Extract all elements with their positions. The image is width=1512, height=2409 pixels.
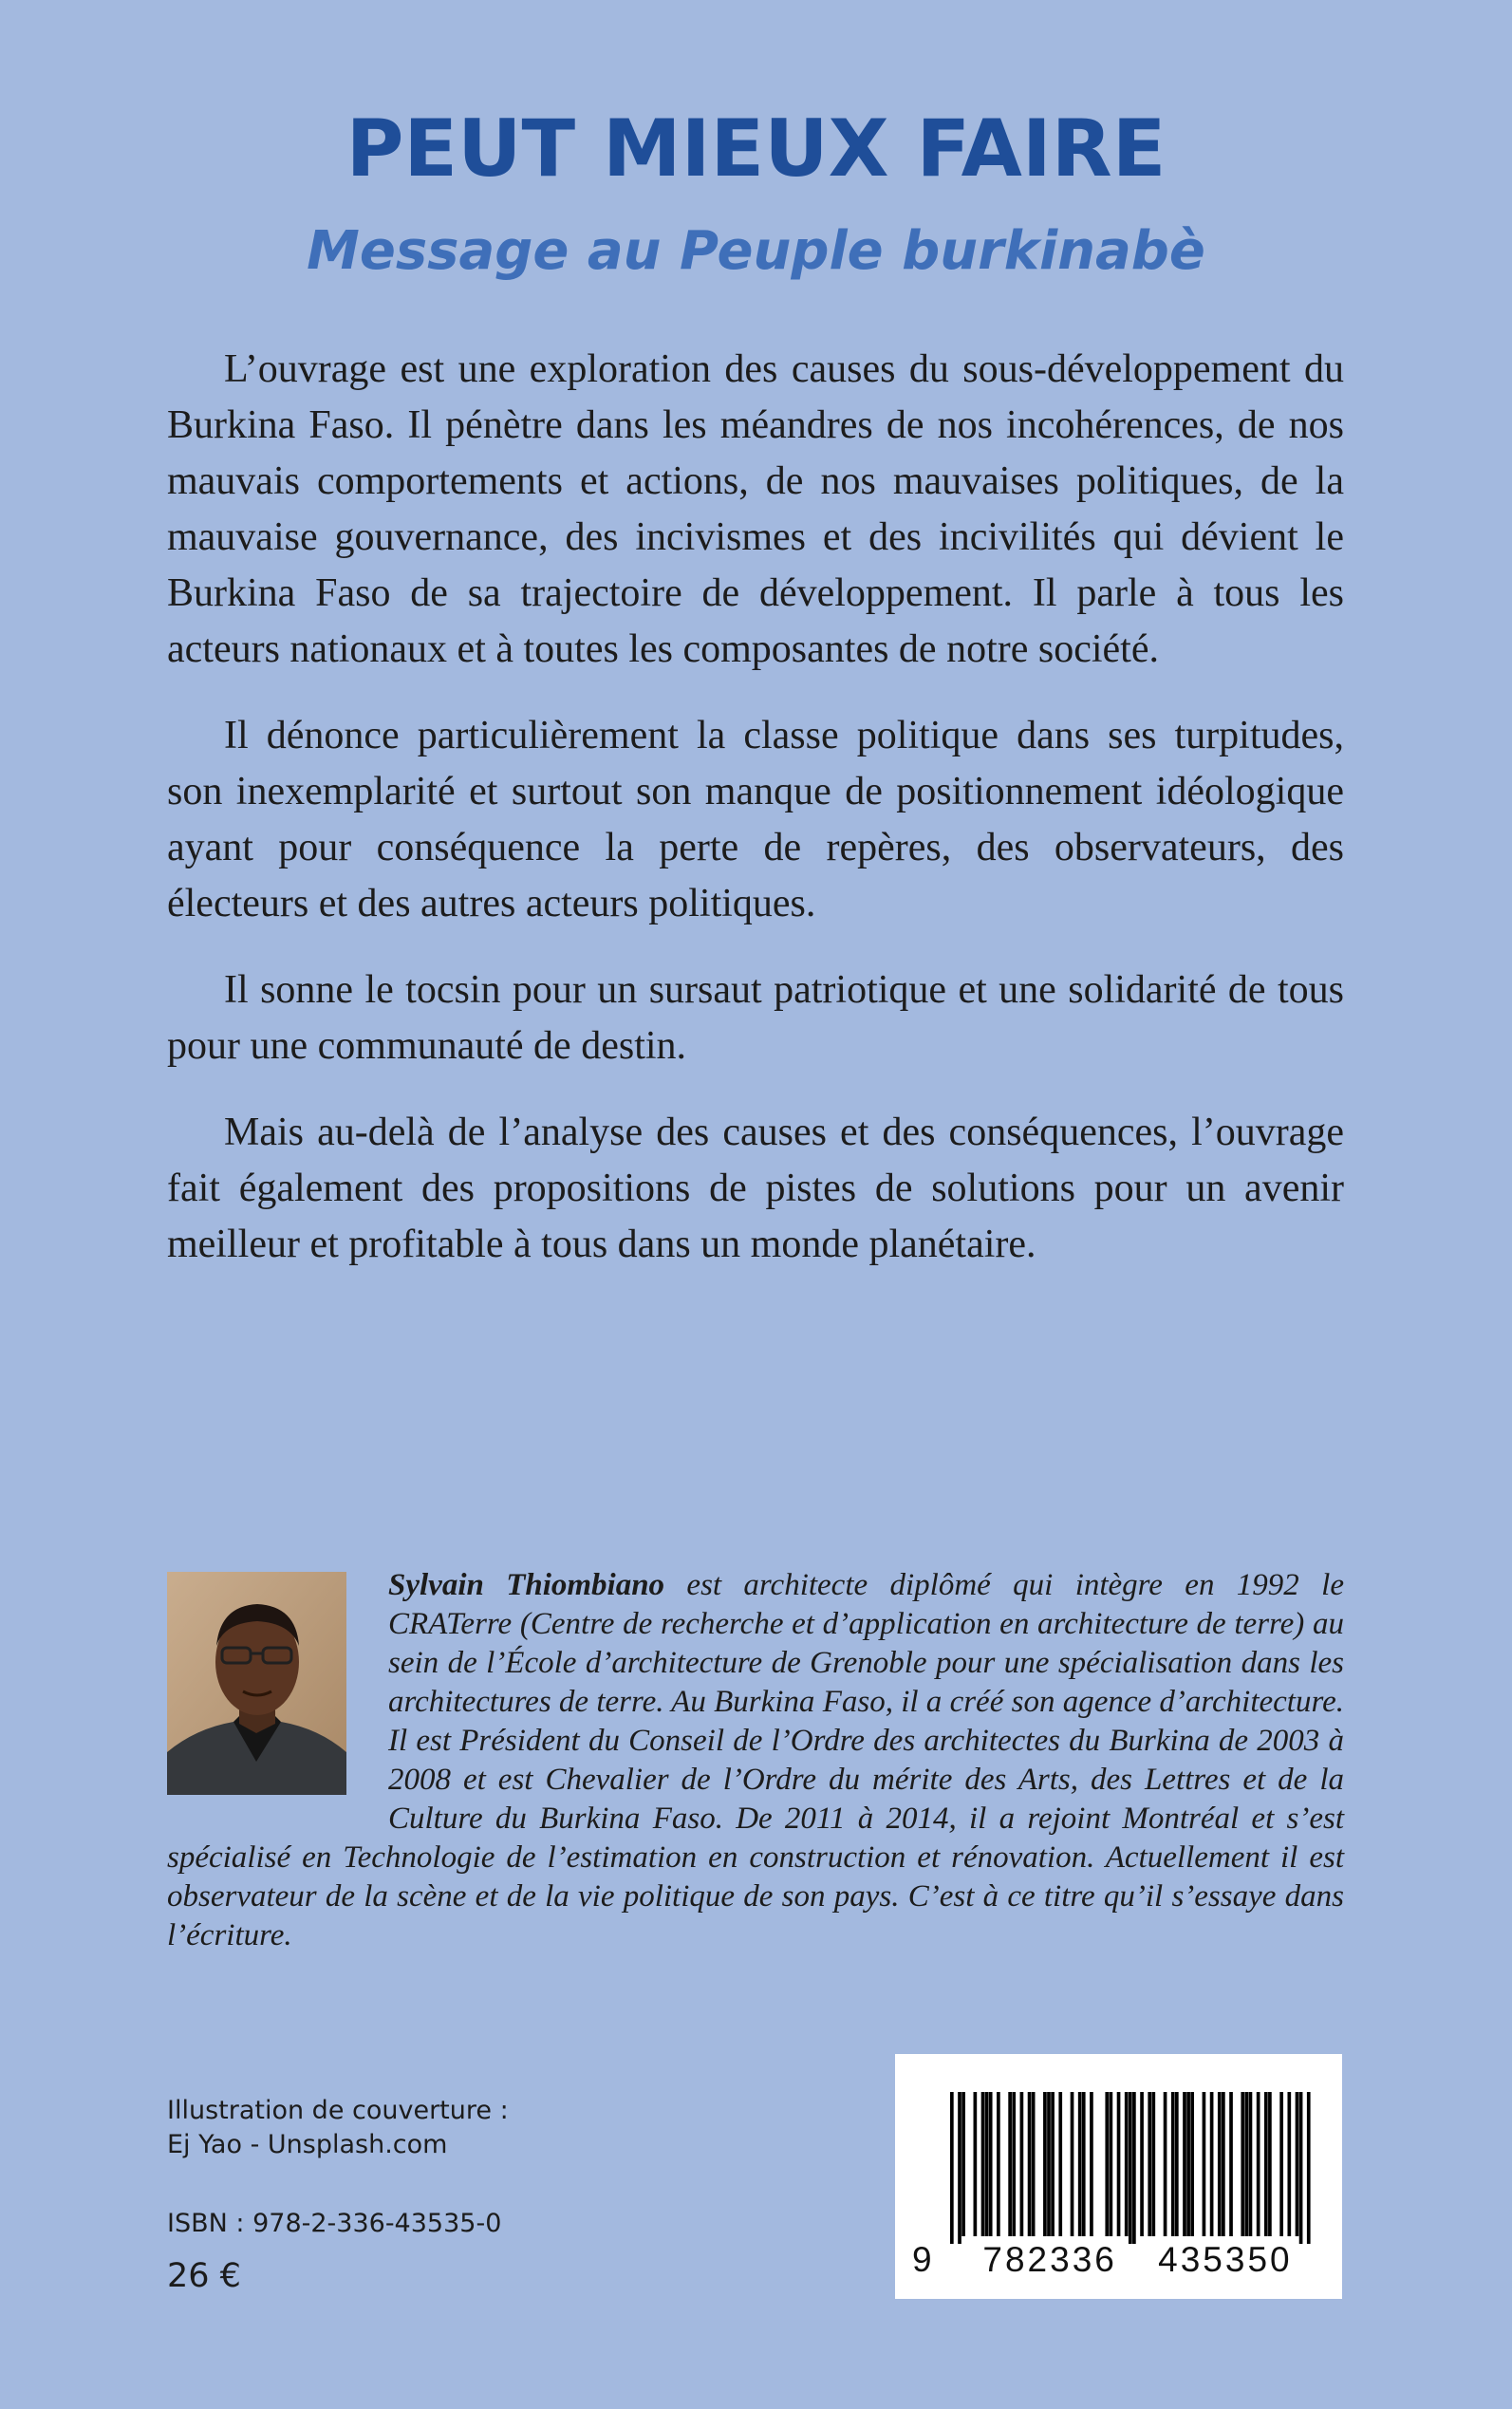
barcode-bar <box>1043 2092 1047 2236</box>
barcode-bar <box>1082 2092 1086 2236</box>
barcode-bar <box>1186 2092 1190 2236</box>
barcode-bar <box>1190 2092 1194 2236</box>
barcode-bar <box>1249 2092 1253 2236</box>
price: 26 € <box>167 2257 241 2295</box>
barcode-bar <box>1148 2092 1151 2236</box>
summary-paragraph: Il dénonce particulièrement la classe politique dans ses turpitudes, son inexemplarité et surtout son manque de positionnement idéologique ayant pour conséquence la perte de repères, des observateurs, des électeurs et des autres acteurs politiques. <box>167 714 1344 925</box>
cover-credits <box>167 2094 509 2162</box>
barcode-bar <box>1296 2092 1299 2236</box>
barcode-bar <box>1140 2092 1144 2236</box>
barcode-bar <box>1175 2092 1179 2236</box>
barcode <box>895 2054 1342 2299</box>
author-bio-text: est architecte diplômé qui intègre en 1992 le CRATerre (Centre de recherche et d’application en architecture de terre) au sein de l’École d’architecture de Grenoble pour une spécialisation dans les architectures de terre. Au Burkina Faso, il a créé son agence d’architecture. Il est Président du Conseil de l’Ordre des architectes du Burkina de 2003 à 2008 et est Chevalier de l’Ordre du mérite des Arts, des Lettres et de la Culture du Burkina Faso. De 2011 à 2014, il a rejoint Montréal et s’est spécialisé en Technologie de l’estimation en construction et rénovation. Actuellement il est observateur de la scène et de la vie politique de son pays. C’est à ce titre qu’il s’essaye dans l’écriture. <box>167 1568 1344 1952</box>
barcode-bar <box>1132 2092 1136 2244</box>
summary-paragraph: Il sonne le tocsin pour un sursaut patriotique et une solidarité de tous pour une communauté de destin. <box>167 968 1344 1068</box>
barcode-bar <box>1125 2092 1129 2236</box>
barcode-bar <box>950 2092 954 2244</box>
barcode-bar <box>985 2092 989 2236</box>
barcode-bar <box>1264 2092 1268 2236</box>
barcode-bar <box>1164 2092 1167 2236</box>
barcode-bar <box>1218 2092 1222 2236</box>
barcode-bar <box>989 2092 993 2236</box>
illustration-label: Illustration de couverture : <box>167 2096 509 2125</box>
book-subtitle: Message au Peuple burkinabè <box>307 220 1205 282</box>
barcode-bar <box>1051 2092 1055 2236</box>
barcode-right-group: 435350 <box>1158 2240 1293 2279</box>
barcode-bar <box>1071 2092 1074 2236</box>
barcode-bar <box>1222 2092 1225 2236</box>
barcode-bar <box>1129 2092 1132 2244</box>
barcode-bar <box>1090 2092 1093 2236</box>
illustration-source: Ej Yao - Unsplash.com <box>167 2130 448 2159</box>
summary-paragraph: L’ouvrage est une exploration des causes du sous-développement du Burkina Faso. Il pénètre dans les méandres de nos incohérences, de nos mauvais comportements et actions, de nos mauvaises politiques, de la mauvaise gouvernance, des incivismes et des incivilités qui dévient le Burkina Faso de sa trajectoire de développement. Il parle à tous les acteurs nationaux et à toutes les composantes de notre société. <box>167 347 1344 671</box>
barcode-bar <box>1020 2092 1024 2236</box>
barcode-bar <box>1279 2092 1283 2236</box>
barcode-first-digit: 9 <box>912 2240 935 2279</box>
barcode-bar <box>1287 2092 1291 2236</box>
barcode-bar <box>1047 2092 1051 2236</box>
isbn: ISBN : 978-2-336-43535-0 <box>167 2209 502 2238</box>
summary-paragraph: Mais au-delà de l’analyse des causes et des conséquences, l’ouvrage fait également des propositions de pistes de solutions pour un avenir meilleur et profitable à tous dans un monde planétaire. <box>167 1111 1344 1266</box>
barcode-bar <box>997 2092 1000 2236</box>
barcode-bar <box>1032 2092 1036 2236</box>
barcode-bar <box>1257 2092 1260 2236</box>
barcode-bar <box>1171 2092 1175 2236</box>
barcode-bar <box>1210 2092 1214 2236</box>
barcode-left-group: 782336 <box>982 2240 1117 2279</box>
barcode-bar <box>1012 2092 1016 2236</box>
barcode-bar <box>1299 2092 1303 2244</box>
barcode-digits <box>895 2240 1342 2280</box>
barcode-bars <box>895 2054 1342 2244</box>
barcode-bar <box>974 2092 978 2236</box>
barcode-bar <box>1307 2092 1311 2244</box>
barcode-bar <box>1183 2092 1186 2236</box>
barcode-bar <box>1203 2092 1206 2236</box>
barcode-bar <box>1110 2092 1113 2236</box>
barcode-bar <box>1229 2092 1233 2236</box>
author-portrait-image <box>167 1572 346 1795</box>
book-title: PEUT MIEUX FAIRE <box>345 103 1167 195</box>
barcode-bar <box>1245 2092 1249 2236</box>
barcode-bar <box>1151 2092 1155 2236</box>
barcode-bar <box>1105 2092 1109 2236</box>
barcode-bar <box>1268 2092 1272 2236</box>
author-photo <box>167 1572 346 1795</box>
barcode-bar <box>1078 2092 1082 2236</box>
barcode-bar <box>1058 2092 1062 2236</box>
barcode-bar <box>958 2092 961 2244</box>
barcode-bar <box>981 2092 985 2236</box>
summary <box>167 342 1344 1303</box>
author-name: Sylvain Thiombiano <box>388 1568 665 1602</box>
barcode-bar <box>961 2092 965 2236</box>
barcode-bar <box>1241 2092 1244 2236</box>
barcode-bar <box>1008 2092 1012 2236</box>
barcode-bar <box>1028 2092 1032 2236</box>
barcode-bar <box>1117 2092 1121 2236</box>
